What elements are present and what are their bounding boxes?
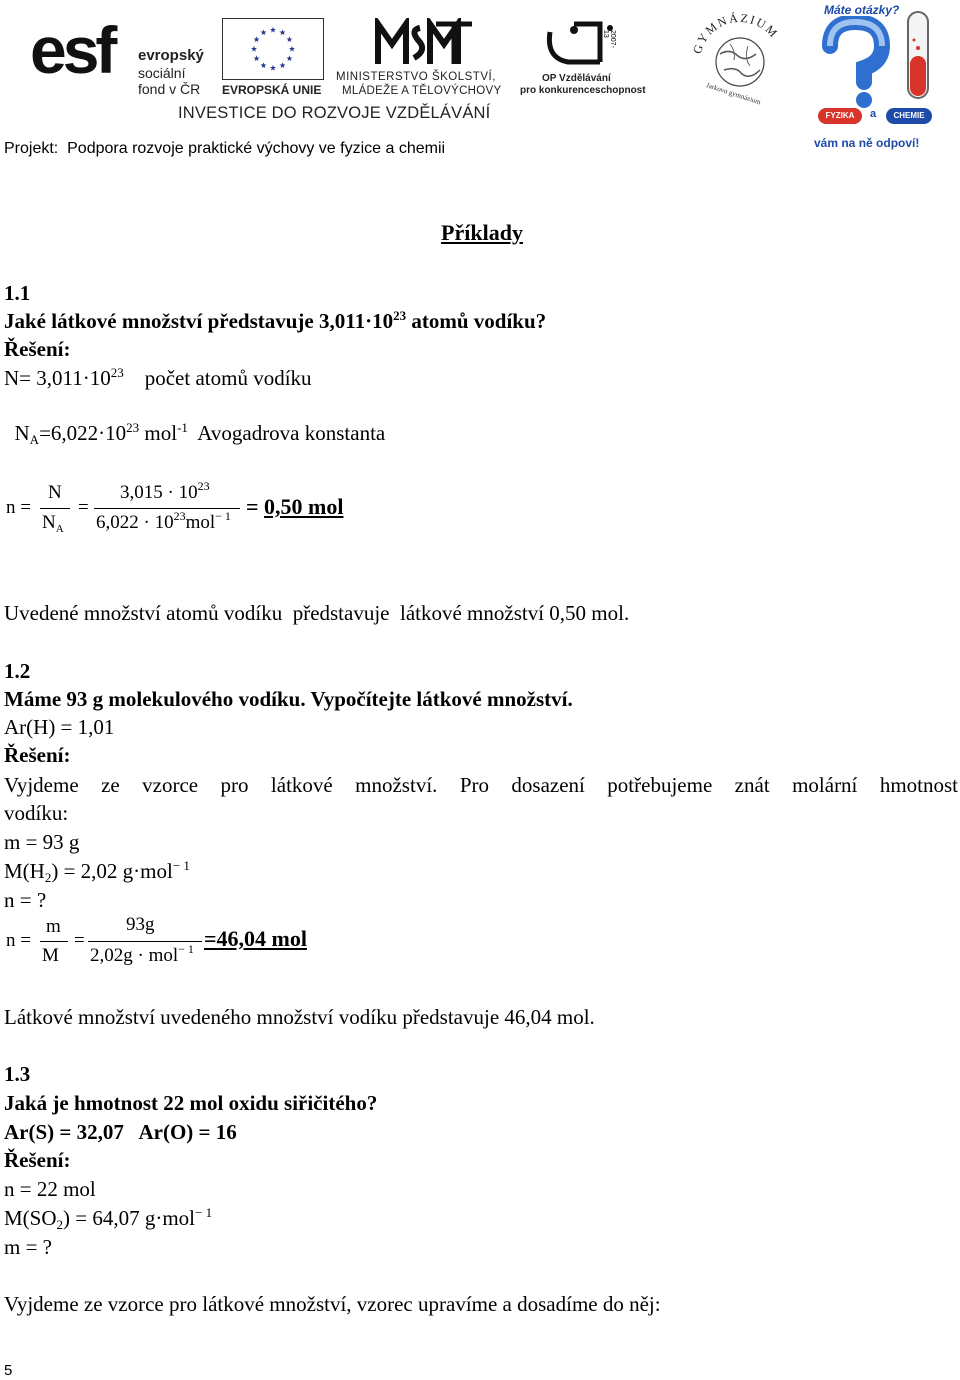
- op-vertical: 2007-13: [602, 30, 616, 48]
- ex2-eq-num2: 93g: [126, 914, 155, 935]
- ex3-ar: Ar(S) = 32,07 Ar(O) = 16: [4, 1120, 237, 1144]
- ex1-question-b: 10: [372, 309, 394, 333]
- questions-badge: [806, 0, 960, 152]
- ex2-mh2-b: ) = 2,02 g·mol: [51, 859, 173, 883]
- ex1-eq-den2: [96, 509, 231, 534]
- ex1-n-c: počet atomů vodíku: [144, 366, 312, 390]
- ex2-conclusion: Látkové množství uvedeného množství vodíku představuje 46,04 mol.: [4, 1005, 595, 1029]
- header-logos: [0, 0, 960, 170]
- ex1-na-exp2: -1: [177, 420, 188, 435]
- badge-bottom: vám na ně odpoví!: [814, 136, 920, 150]
- msmt-line1: MINISTERSTVO ŠKOLSTVÍ,: [336, 71, 496, 83]
- ex1-eq-den1: [42, 512, 64, 534]
- ex2-text2: vodíku:: [4, 801, 69, 825]
- svg-text:Jarkovo gymnázium: Jarkovo gymnázium: [705, 81, 762, 106]
- ex1-na-e: Avogadrova konstanta: [187, 421, 386, 445]
- ex3-mso2-line: [4, 1205, 212, 1231]
- ex2-text1: Vyjdeme ze vzorce pro látkové množství. Pro dosazení potřebujeme znát molární hmotnost: [4, 773, 958, 797]
- ex2-eq-den1: M: [42, 945, 59, 966]
- ex1-na-line: $N_A=6,022\cdot 10^{23}$ mol$^{-1}$ Avogadrova konstanta: [14, 420, 386, 447]
- page-number: 5: [4, 1362, 13, 1379]
- ex1-question-dot: ·: [365, 309, 373, 333]
- ex1-eq-lhs: n =: [6, 497, 31, 518]
- ex2-eq-bar1: [40, 941, 68, 942]
- ex2-m-line: m = 93 g: [4, 830, 80, 854]
- esf-letters: esf: [30, 13, 114, 87]
- ex2-mh2-exp: − 1: [172, 858, 190, 873]
- test-tube-icon: [900, 10, 936, 110]
- gymnazium-globe-icon: [690, 10, 790, 106]
- eu-star-icon: [270, 65, 276, 71]
- ex2-ar: Ar(H) = 1,01: [4, 715, 115, 739]
- svg-text:GYMNÁZIUM: GYMNÁZIUM: [690, 10, 782, 56]
- ex2-eq-result: =46,04 mol: [204, 926, 307, 951]
- ex3-mso2-sub: 2: [56, 1217, 64, 1232]
- ex3-mso2-a: M(SO: [4, 1206, 57, 1230]
- eu-star-icon: [279, 62, 285, 68]
- badge-chemie: CHEMIE: [886, 108, 932, 124]
- badge-fyzika: FYZIKA: [818, 108, 862, 124]
- invest-banner: INVESTICE DO ROZVOJE VZDĚLÁVÁNÍ: [178, 104, 491, 122]
- ex1-eq-den1-sub: A: [55, 523, 64, 535]
- gymnazium-logo: [690, 10, 790, 106]
- msmt-line2: MLÁDEŽE A TĚLOVÝCHOVY: [342, 85, 502, 97]
- eu-star-icon: [286, 55, 292, 61]
- ex1-eq-den2-exp: 23: [173, 509, 186, 523]
- ex1-n-a: N= 3,011: [4, 366, 83, 390]
- esf-line1: evropský: [138, 47, 204, 64]
- ex1-n-line: $N= 3,011\cdot 10^{23}$ počet atomů vodíku: [4, 365, 312, 390]
- ex2-eq-num1: m: [46, 916, 61, 937]
- ex1-eq-num2-exp: 23: [197, 479, 210, 493]
- badge-and: a: [870, 108, 877, 120]
- page-title: Příklady: [441, 220, 523, 245]
- ex2-eq-den2-main: 2,02g · mol: [90, 945, 179, 966]
- ex2-equation: [0, 910, 400, 974]
- ex1-eq-eq2: =: [78, 497, 89, 518]
- ex3-number: 1.3: [4, 1062, 31, 1086]
- esf-logo: [30, 13, 220, 97]
- ex1-solution-label: Řešení:: [4, 337, 71, 361]
- badge-top: Máte otázky?: [824, 3, 900, 17]
- question-mark-icon: [820, 16, 890, 110]
- ex2-eq-den2: [90, 942, 194, 967]
- ex1-eq-den2-main: 6,022 · 10: [96, 512, 174, 533]
- ex1-conclusion: Uvedené množství atomů vodíku představuje látkové množství 0,50 mol.: [4, 601, 630, 625]
- ex2-eq-eq2: =: [74, 930, 85, 951]
- eu-star-icon: [251, 46, 257, 52]
- ex1-question: [4, 308, 546, 334]
- ex2-mh2-a: M(H: [4, 859, 45, 883]
- esf-line2: sociální: [138, 65, 186, 81]
- eu-star-icon: [279, 29, 285, 35]
- ex3-mso2-exp: − 1: [195, 1205, 213, 1220]
- ex1-eq-num2: [120, 479, 210, 504]
- project-line: Projekt: Podpora rozvoje praktické výchovy ve fyzice a chemii: [4, 140, 446, 157]
- ex1-eq-bar1: [40, 508, 70, 509]
- ex1-eq-result: = 0,50 mol: [246, 494, 344, 519]
- ex1-n-exp: 23: [110, 365, 124, 380]
- ex1-n-b: 10: [89, 366, 111, 390]
- ex2-mh2-sub: 2: [44, 870, 52, 885]
- ex1-na-d: mol: [139, 421, 178, 445]
- eu-star-icon: [254, 36, 260, 42]
- ex1-question-a: Jaké látkové množství představuje 3,011: [4, 309, 366, 333]
- ex1-eq-num2-main: 3,015 · 10: [120, 482, 198, 503]
- ex1-na-c: 10: [105, 421, 127, 445]
- ex3-mso2-b: ) = 64,07 g·mol: [63, 1206, 196, 1230]
- eu-logo: [222, 18, 326, 98]
- ex1-number: 1.1: [4, 281, 31, 305]
- op-line2: pro konkurenceschopnost: [520, 85, 646, 96]
- eu-caption: EVROPSKÁ UNIE: [222, 83, 322, 97]
- ex2-eq-lhs: n =: [6, 930, 31, 951]
- ex1-na-b: =6,022: [39, 421, 99, 445]
- ex3-question: Jaká je hmotnost 22 mol oxidu siřičitého?: [4, 1091, 378, 1115]
- ex1-question-exp: 23: [393, 308, 407, 323]
- eu-star-icon: [260, 62, 266, 68]
- ex2-solution-label: Řešení:: [4, 743, 71, 767]
- msmt-logo: [336, 18, 516, 98]
- op-logo: [520, 14, 646, 98]
- ex3-m-question: m = ?: [4, 1235, 52, 1259]
- ex2-eq-den2-exp: − 1: [178, 942, 194, 956]
- eu-star-icon: [270, 27, 276, 33]
- ex2-number: 1.2: [4, 659, 31, 683]
- ex1-question-c: atomů vodíku?: [406, 309, 547, 333]
- eu-star-icon: [289, 46, 295, 52]
- ex2-n-question: n = ?: [4, 888, 47, 912]
- ex1-eq-den2-unit-exp: − 1: [215, 509, 231, 523]
- eu-stars-icon: [223, 19, 323, 79]
- ex1-na-sub: A: [29, 432, 40, 447]
- eu-star-icon: [260, 29, 266, 35]
- eu-star-icon: [286, 36, 292, 42]
- ex1-na-a: N: [14, 421, 30, 445]
- esf-line3: fond v ČR: [138, 81, 201, 97]
- ex1-equation: [0, 470, 420, 550]
- ex2-mh2-line: [4, 858, 190, 884]
- eu-flag: [222, 18, 324, 80]
- ex3-solution-label: Řešení:: [4, 1148, 71, 1172]
- ex3-text: Vyjdeme ze vzorce pro látkové množství, vzorec upravíme a dosadíme do něj:: [4, 1292, 661, 1316]
- msmt-mark-icon: [374, 18, 474, 68]
- ex1-eq-num1: N: [48, 482, 62, 503]
- ex2-question: Máme 93 g molekulového vodíku. Vypočítejte látkové množství.: [4, 687, 573, 711]
- eu-star-icon: [254, 55, 260, 61]
- ex1-na-exp: 23: [126, 420, 140, 435]
- ex3-n-line: n = 22 mol: [4, 1177, 96, 1201]
- ex1-eq-den2-unit: mol: [185, 512, 216, 533]
- ex1-eq-result-value: 0,50 mol: [264, 494, 344, 519]
- ex1-eq-den1-main: N: [42, 512, 56, 533]
- op-line1: OP Vzdělávání: [542, 73, 611, 84]
